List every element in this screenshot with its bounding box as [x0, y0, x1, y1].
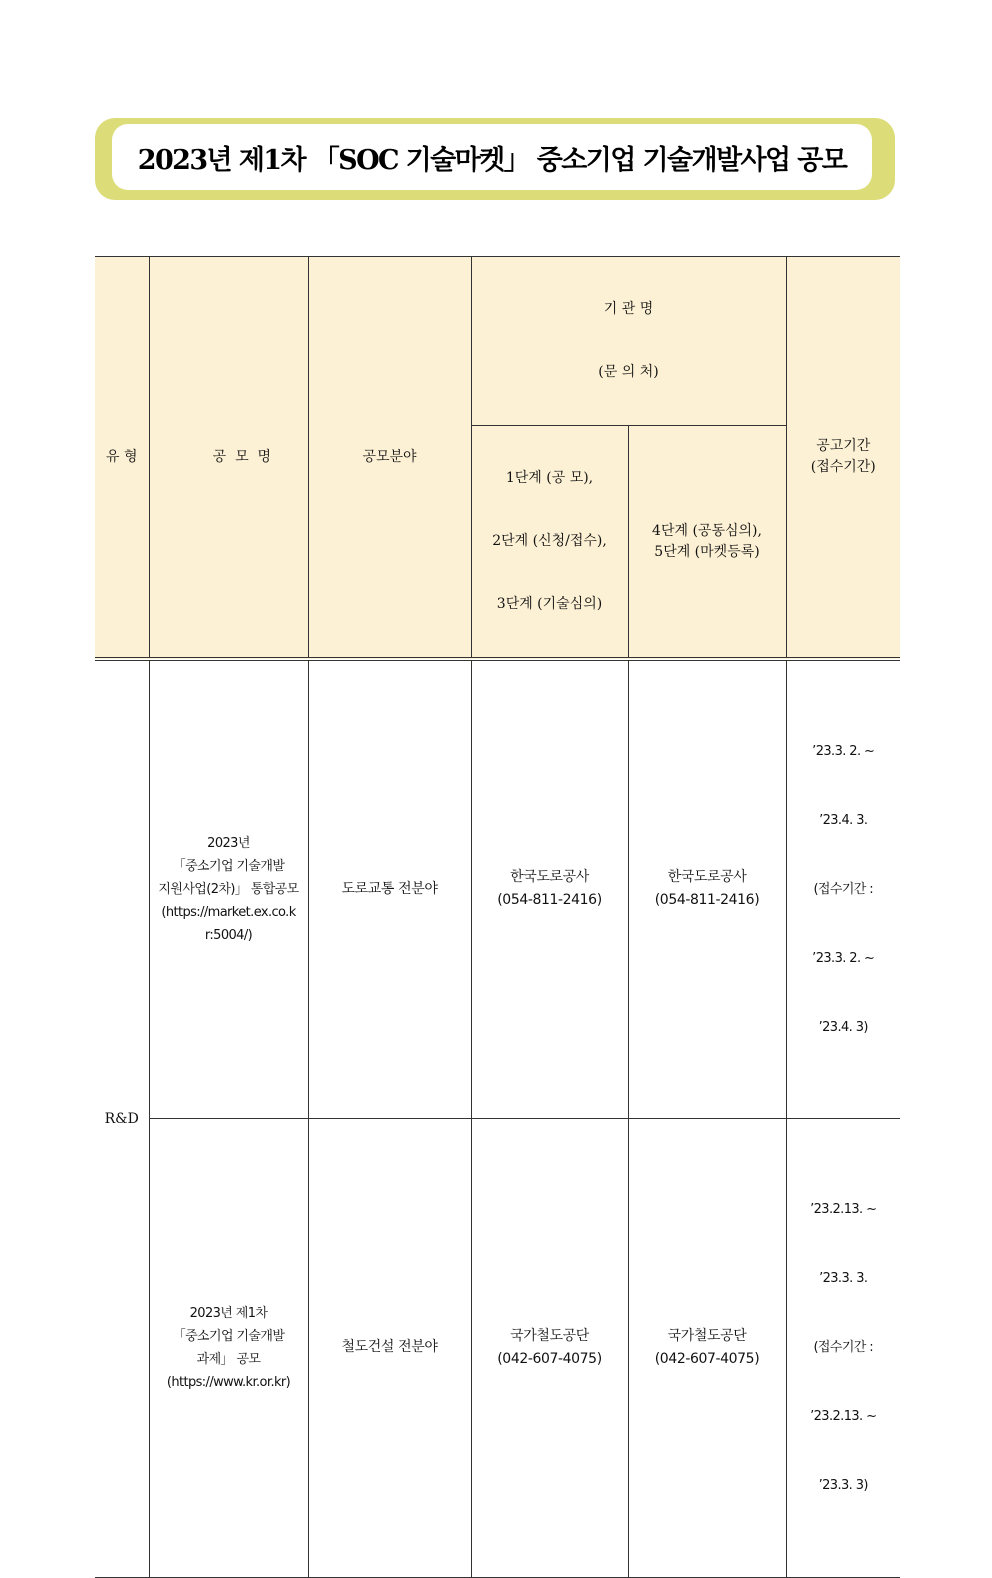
announcement-period: ’23.2.13. ~ ’23.3. 3. (접수기간 : ’23.2.13. ~ ’23.3. 3): [786, 1118, 900, 1577]
agency-stage4: 국가철도공단 (042-607-4075): [628, 1118, 786, 1577]
announcement-field: 도로교통 전분야: [308, 659, 471, 1118]
title-box: [112, 124, 872, 190]
header-stage1: 1단계 (공 모), 2단계 (신청/접수), 3단계 (기술심의): [471, 426, 628, 660]
agency-stage4: 한국도로공사 (054-811-2416): [628, 659, 786, 1118]
announcement-name: 2023년 「중소기업 기술개발 지원사업(2차)」 통합공모 (https://market.ex.co.k r:5004/): [149, 659, 308, 1118]
announcement-field: 철도건설 전분야: [308, 1118, 471, 1577]
agency-stage1: 국가철도공단 (042-607-4075): [471, 1118, 628, 1577]
header-period: 공고기간 (접수기간): [786, 257, 900, 660]
announcement-period: ’23.3. 2. ~ ’23.4. 3. (접수기간 : ’23.3. 2. ~ ’23.4. 3): [786, 659, 900, 1118]
table-row: [95, 1118, 900, 1577]
table-row: [95, 659, 900, 1118]
header-field: 공모분야: [308, 257, 471, 660]
header-agency: 기 관 명 (문 의 처): [471, 257, 786, 426]
announcement-table: [95, 256, 900, 1578]
announcement-name: 2023년 제1차 「중소기업 기술개발 과제」 공모 (https://www.kr.or.kr): [149, 1118, 308, 1577]
agency-stage1: 한국도로공사 (054-811-2416): [471, 659, 628, 1118]
header-stage4: 4단계 (공동심의), 5단계 (마켓등록): [628, 426, 786, 660]
header-type: 유 형: [95, 257, 149, 660]
document-title: 2023년 제1차 「SOC 기술마켓」 중소기업 기술개발사업 공모: [137, 144, 847, 176]
type-cell: R&D: [95, 659, 149, 1577]
header-name: 공 모 명: [149, 257, 308, 660]
